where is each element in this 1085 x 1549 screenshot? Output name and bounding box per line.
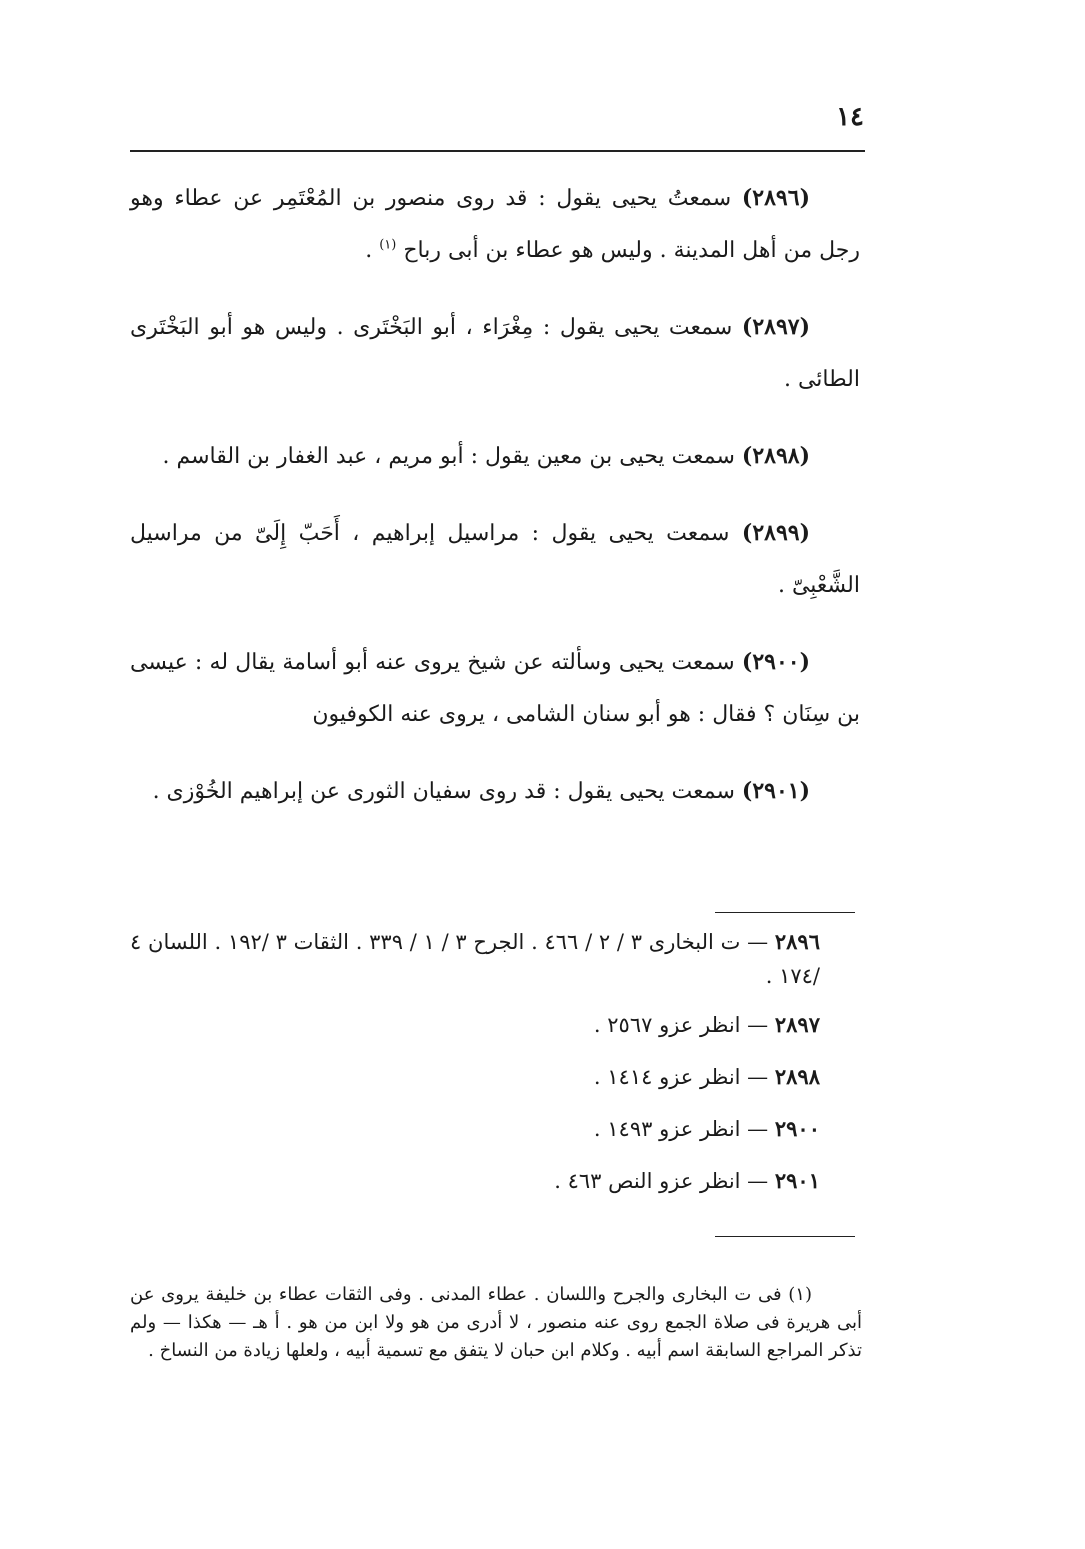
footnote-marker: (١) <box>379 237 397 253</box>
entry-text: سمعت يحيى يقول : قد روى سفيان الثورى عن إبراهيم الخُوْزى . <box>152 779 735 804</box>
reference-2901 <box>130 1155 820 1207</box>
entry-text: سمعت يحيى وسألته عن شيخ يروى عنه أبو أسامة يقال له : عيسى بن سِنَان ؟ فقال : هو أبو سنان الشامى ، يروى عنه الكوفيون <box>130 650 860 727</box>
reference-number: ٢٨٩٧ <box>774 1012 820 1037</box>
reference-2896 <box>130 925 820 993</box>
entry-2901 <box>130 765 860 818</box>
entry-text: سمعتُ يحيى يقول : قد روى منصور بن المُعْتَمِر عن عطاء وهو رجل من أهل المدينة . وليس هو عطاء بن أبى رباح <box>130 186 860 263</box>
entry-text: سمعت يحيى يقول : مِغْرَاء ، أبو البَخْتَرى . وليس هو أبو البَخْتَرى الطائى . <box>130 315 860 392</box>
entries-section <box>130 172 860 842</box>
entry-number: (٢٩٠١) <box>741 778 810 804</box>
entry-2900 <box>130 636 860 741</box>
entry-2897 <box>130 301 860 406</box>
reference-number: ٢٨٩٦ <box>774 929 820 954</box>
reference-text: — انظر عزو ١٤٩٣ . <box>593 1117 769 1141</box>
entry-2899 <box>130 507 860 612</box>
references-section <box>130 925 820 1207</box>
entry-2896 <box>130 172 860 277</box>
footnote-rule <box>715 1236 855 1237</box>
entry-number: (٢٨٩٩) <box>741 520 810 546</box>
reference-number: ٢٩٠١ <box>774 1168 820 1193</box>
reference-2897 <box>130 999 820 1051</box>
entry-number: (٢٩٠٠) <box>741 649 810 675</box>
references-rule <box>715 912 855 913</box>
reference-number: ٢٨٩٨ <box>774 1064 820 1089</box>
reference-text: — انظر عزو ٢٥٦٧ . <box>593 1013 769 1037</box>
entry-end: . <box>365 238 380 263</box>
entry-text: سمعت يحيى بن معين يقول : أبو مريم ، عبد الغفار بن القاسم . <box>162 444 735 469</box>
footnote: (١) فى ت البخارى والجرح واللسان . عطاء المدنى . وفى الثقات عطاء بن خليفة يروى عن أبى هريرة فى صلاة الجمع روى عنه منصور ، لا أدرى من هو ولا ابن من هو . أ هـ — هكذا — ولم تذكر المراجع السابقة اسم أبيه . وكلام ابن حبان لا يتفق مع تسمية أبيه ، ولعلها زيادة من النساخ . <box>130 1284 862 1361</box>
reference-number: ٢٩٠٠ <box>774 1116 820 1141</box>
reference-text: — انظر عزو ١٤١٤ . <box>593 1065 769 1089</box>
reference-2900 <box>130 1103 820 1155</box>
reference-2898 <box>130 1051 820 1103</box>
entry-2898 <box>130 430 860 483</box>
header-rule <box>130 150 865 152</box>
entry-number: (٢٨٩٧) <box>741 314 810 340</box>
page-number: ١٤ <box>836 102 864 132</box>
entry-text: سمعت يحيى يقول : مراسيل إبراهيم ، أَحَبّ إِلَىّ من مراسيل الشَّعْبِىّ . <box>130 521 860 598</box>
reference-text: — انظر عزو النص ٤٦٣ . <box>554 1169 769 1193</box>
entry-number: (٢٨٩٨) <box>741 443 810 469</box>
reference-text: — ت البخارى ٣ / ٢ / ٤٦٦ . الجرح ٣ / ١ / ٣٣٩ . الثقات ٣ /١٩٢ . اللسان ٤ /١٧٤ . <box>130 930 820 988</box>
entry-number: (٢٨٩٦) <box>741 185 810 211</box>
